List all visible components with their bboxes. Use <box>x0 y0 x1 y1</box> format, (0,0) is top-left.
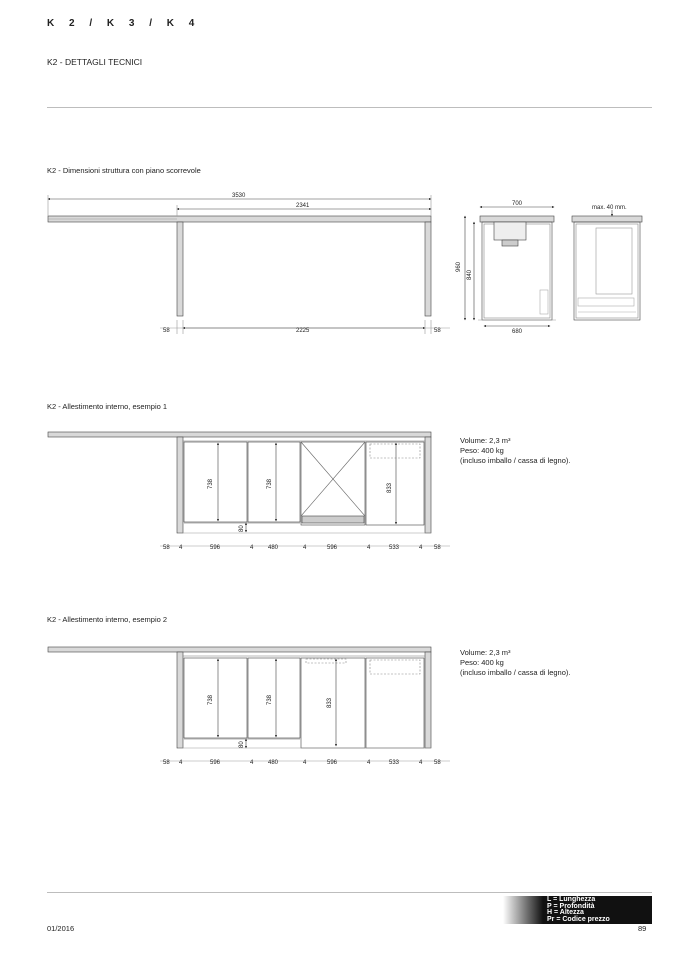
plinth-height: 80 <box>239 741 245 748</box>
legend-length: L = Lunghezza <box>547 896 596 903</box>
dim-side-height-outer: 960 <box>456 261 462 272</box>
svg-text:58: 58 <box>434 760 441 766</box>
dim-right-leg: 58 <box>434 328 441 334</box>
svg-text:4: 4 <box>367 545 371 551</box>
svg-text:4: 4 <box>419 545 423 551</box>
dim-total: 3530 <box>232 193 246 199</box>
height-cabinet-1: 738 <box>208 478 214 489</box>
footer-date: 01/2016 <box>47 924 75 933</box>
height-cabinet-3: 833 <box>387 482 393 493</box>
legend-height: H = Altezza <box>547 909 584 916</box>
max-note: max. 40 mm. <box>592 205 627 211</box>
legend-box <box>543 896 652 924</box>
volume-text: Volume: 2,3 m³ <box>460 648 511 657</box>
svg-text:4: 4 <box>367 760 371 766</box>
page-number: 89 <box>638 924 647 933</box>
svg-text:533: 533 <box>389 545 400 551</box>
weight-text: Peso: 400 kg <box>460 446 504 455</box>
svg-text:58: 58 <box>434 545 441 551</box>
packaging-note: (incluso imballo / cassa di legno). <box>460 668 571 677</box>
plinth-height: 80 <box>239 525 245 532</box>
svg-text:58: 58 <box>163 760 170 766</box>
footer-divider <box>47 892 652 893</box>
weight-text: Peso: 400 kg <box>460 658 504 667</box>
svg-text:4: 4 <box>250 760 254 766</box>
height-cabinet-2: 738 <box>267 478 273 489</box>
svg-text:4: 4 <box>303 545 307 551</box>
dim-base: 2225 <box>296 328 310 334</box>
front-elevation <box>48 195 450 334</box>
height-cabinet-3: 833 <box>327 697 333 708</box>
height-cabinet-2: 738 <box>267 694 273 705</box>
legend-gradient <box>503 896 543 924</box>
svg-text:4: 4 <box>179 545 183 551</box>
legend-price-code: Pr = Codice prezzo <box>547 915 610 923</box>
svg-text:533: 533 <box>389 760 400 766</box>
section2-caption: K2 - Allestimento interno, esempio 1 <box>47 402 168 411</box>
svg-text:596: 596 <box>210 545 221 551</box>
svg-text:480: 480 <box>268 545 279 551</box>
side-view-cooktop <box>572 210 642 320</box>
svg-text:596: 596 <box>327 545 338 551</box>
svg-text:4: 4 <box>303 760 307 766</box>
svg-text:4: 4 <box>419 760 423 766</box>
svg-text:4: 4 <box>250 545 254 551</box>
page-title: K 2 / K 3 / K 4 <box>47 18 201 29</box>
legend-depth: P = Profondità <box>547 902 595 910</box>
packaging-note: (incluso imballo / cassa di legno). <box>460 456 571 465</box>
dim-side-width: 700 <box>512 201 523 207</box>
svg-text:4: 4 <box>179 760 183 766</box>
volume-text: Volume: 2,3 m³ <box>460 436 511 445</box>
dim-side-height-inner: 840 <box>467 269 473 280</box>
svg-text:58: 58 <box>163 545 170 551</box>
page-subtitle: K2 - DETTAGLI TECNICI <box>47 57 143 67</box>
dim-side-base: 680 <box>512 329 523 335</box>
svg-text:596: 596 <box>327 760 338 766</box>
layout-example-2 <box>48 647 450 761</box>
section3-caption: K2 - Allestimento interno, esempio 2 <box>47 615 168 624</box>
svg-text:596: 596 <box>210 760 221 766</box>
height-cabinet-1: 738 <box>208 694 214 705</box>
svg-text:480: 480 <box>268 760 279 766</box>
dim-top: 2341 <box>296 203 310 209</box>
side-view-sink <box>465 207 556 326</box>
dim-left-leg: 58 <box>163 328 170 334</box>
section1-caption: K2 - Dimensioni struttura con piano scorrevole <box>47 166 201 175</box>
